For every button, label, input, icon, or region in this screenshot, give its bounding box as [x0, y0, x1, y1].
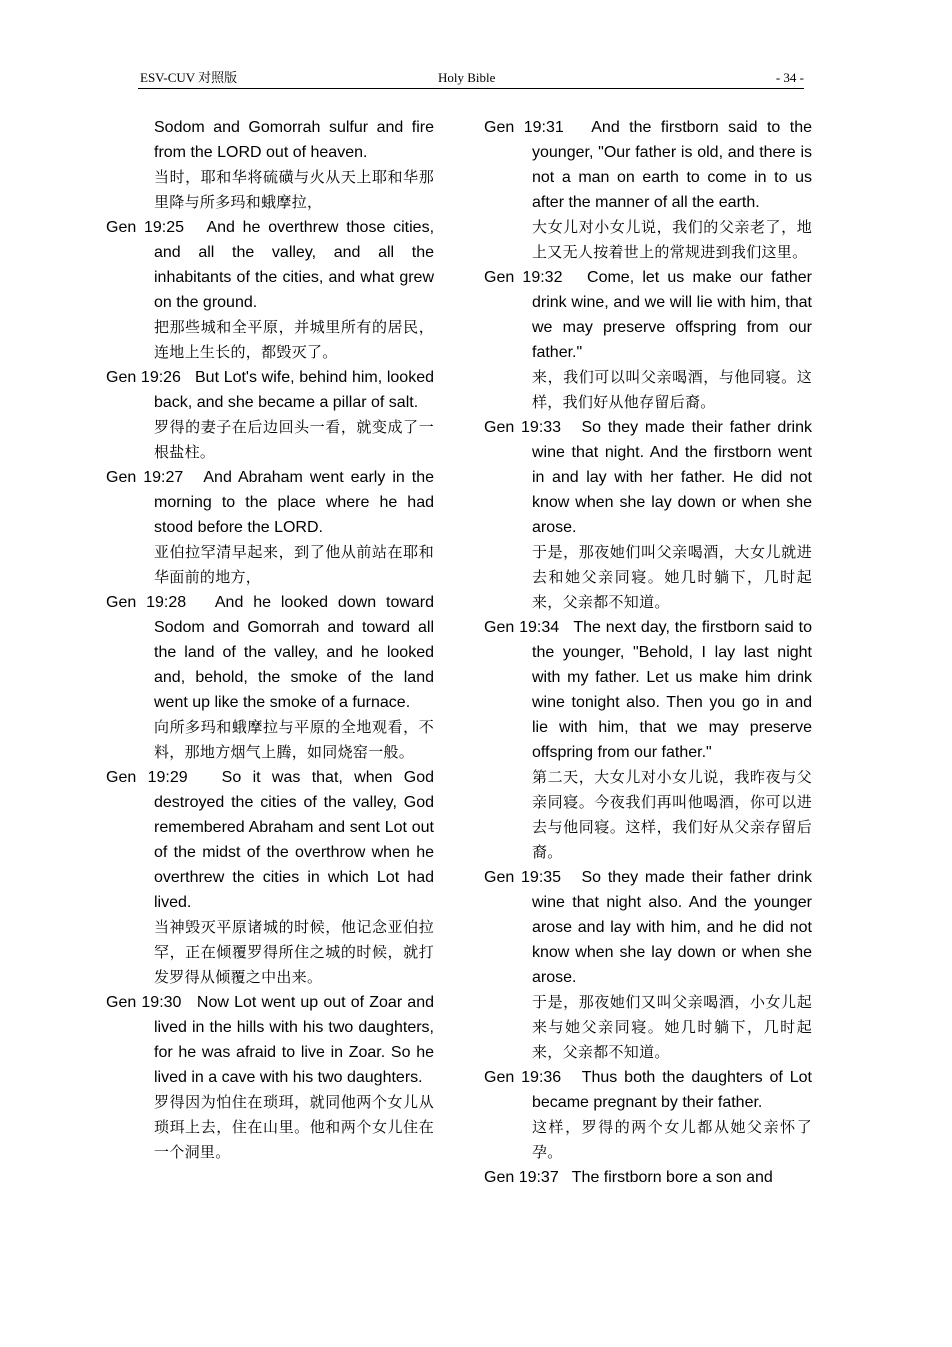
page-header — [138, 70, 804, 88]
verse-gen-19-26 — [106, 365, 434, 465]
verse-chinese: 于是，那夜她们叫父亲喝酒，大女儿就进去和她父亲同寝。她几时躺下，几时起来，父亲都不知道。 — [532, 543, 812, 611]
verse-text: And he overthrew those cities, and all the valley, and all the inhabitants of the cities, and what grew on the ground. — [154, 219, 435, 311]
verse-gen-19-34 — [484, 615, 812, 865]
verse-gen-19-27 — [106, 465, 434, 590]
verse-ref: Gen 19:31 — [484, 119, 564, 136]
verse-gen-19-30 — [106, 990, 434, 1165]
verse-english — [484, 415, 812, 540]
verse-chinese: 来，我们可以叫父亲喝酒，与他同寝。这样，我们好从他存留后裔。 — [532, 368, 812, 411]
verse-ref: Gen 19:33 — [484, 419, 562, 436]
verse-english — [106, 990, 434, 1090]
verse-text: But Lot's wife, behind him, looked back, and she became a pillar of salt. — [154, 369, 435, 411]
verse-gen-19-35 — [484, 865, 812, 1065]
verse-chinese: 当时，耶和华将硫磺与火从天上耶和华那里降与所多玛和蛾摩拉， — [154, 168, 434, 211]
header-edition: ESV-CUV 对照版 — [140, 70, 238, 85]
verse-continuation — [106, 115, 434, 215]
verse-text: And the firstborn said to the younger, "Our father is old, and there is not a man on earth to come in to us after the manner of all the earth. — [532, 119, 812, 211]
right-column — [484, 115, 812, 1190]
verse-chinese: 向所多玛和蛾摩拉与平原的全地观看，不料，那地方烟气上腾，如同烧窑一般。 — [154, 718, 434, 761]
verse-chinese: 这样，罗得的两个女儿都从她父亲怀了孕。 — [532, 1118, 812, 1161]
page-number: - 34 - — [775, 70, 804, 85]
verse-ref: Gen 19:34 — [484, 619, 560, 636]
verse-text: And he looked down toward Sodom and Gomorrah and toward all the land of the valley, and he looked and, behold, the smoke of the land went up like the smoke of a furnace. — [154, 594, 435, 711]
verse-ref: Gen 19:36 — [484, 1069, 562, 1086]
verse-text: So it was that, when God destroyed the cities of the valley, God remembered Abraham and sent Lot out of the midst of the overthrow when he overthrew the cities in which Lot had lived. — [154, 769, 435, 911]
verse-english — [106, 365, 434, 415]
verse-text: So they made their father drink wine that night. And the firstborn went in and lay with her father. He did not know when she lay down or when she arose. — [532, 419, 812, 536]
verse-english — [484, 615, 812, 765]
verse-text: So they made their father drink wine that night also. And the younger arose and lay with him, and he did not know when she lay down or when she arose. — [532, 869, 812, 986]
verse-chinese: 大女儿对小女儿说，我们的父亲老了，地上又无人按着世上的常规进到我们这里。 — [532, 218, 812, 261]
verse-gen-19-36 — [484, 1065, 812, 1165]
verse-ref: Gen 19:35 — [484, 869, 562, 886]
verse-english — [106, 765, 434, 915]
verse-ref: Gen 19:30 — [106, 994, 182, 1011]
verse-ref: Gen 19:37 — [484, 1169, 559, 1186]
verse-gen-19-28 — [106, 590, 434, 765]
verse-chinese: 亚伯拉罕清早起来，到了他从前站在耶和华面前的地方， — [154, 543, 434, 586]
verse-chinese: 罗得因为怕住在琐珥，就同他两个女儿从琐珥上去，住在山里。他和两个女儿住在一个洞里。 — [154, 1093, 434, 1161]
verse-text: And Abraham went early in the morning to the place where he had stood before the LORD. — [154, 469, 435, 536]
verse-english: Sodom and Gomorrah sulfur and fire from the LORD out of heaven. — [154, 119, 434, 161]
verse-chinese: 罗得的妻子在后边回头一看，就变成了一根盐柱。 — [154, 418, 434, 461]
verse-ref: Gen 19:29 — [106, 769, 188, 786]
left-column — [106, 115, 434, 1165]
verse-english — [484, 265, 812, 365]
verse-ref: Gen 19:26 — [106, 369, 181, 386]
verse-gen-19-33 — [484, 415, 812, 615]
verse-english — [484, 115, 812, 215]
verse-gen-19-37 — [484, 1165, 812, 1190]
verse-gen-19-25 — [106, 215, 434, 365]
verse-text: The next day, the firstborn said to the younger, "Behold, I lay last night with my father. Let us make him drink wine tonight also. Then you go in and lie with him, that we may preserve offspring from our father." — [532, 619, 812, 761]
verse-chinese: 于是，那夜她们又叫父亲喝酒，小女儿起来与她父亲同寝。她几时躺下，几时起来，父亲都不知道。 — [532, 993, 812, 1061]
verse-english — [106, 590, 434, 715]
verse-english — [484, 865, 812, 990]
verse-text: Come, let us make our father drink wine, and we will lie with him, that we may preserve offspring from our father." — [532, 269, 812, 361]
verse-english — [484, 1165, 812, 1190]
verse-chinese: 第二天，大女儿对小女儿说，我昨夜与父亲同寝。今夜我们再叫他喝酒，你可以进去与他同寝。这样，我们好从父亲存留后裔。 — [532, 768, 812, 861]
verse-gen-19-31 — [484, 115, 812, 265]
verse-english — [484, 1065, 812, 1115]
verse-chinese: 把那些城和全平原，并城里所有的居民，连地上生长的，都毁灭了。 — [154, 318, 434, 361]
header-rule — [138, 88, 804, 89]
verse-ref: Gen 19:27 — [106, 469, 184, 486]
verse-text: Now Lot went up out of Zoar and lived in the hills with his two daughters, for he was afraid to live in Zoar. So he lived in a cave with his two daughters. — [154, 994, 434, 1086]
verse-text: Thus both the daughters of Lot became pregnant by their father. — [532, 1069, 812, 1111]
verse-gen-19-32 — [484, 265, 812, 415]
verse-english — [106, 465, 434, 540]
verse-ref: Gen 19:32 — [484, 269, 563, 286]
verse-ref: Gen 19:25 — [106, 219, 185, 236]
verse-ref: Gen 19:28 — [106, 594, 187, 611]
verse-english — [106, 215, 434, 315]
header-title: Holy Bible — [438, 70, 496, 85]
verse-text: The firstborn bore a son and — [571, 1169, 773, 1186]
verse-chinese: 当神毁灭平原诸城的时候，他记念亚伯拉罕，正在倾覆罗得所住之城的时候，就打发罗得从倾覆之中出来。 — [154, 918, 434, 986]
verse-gen-19-29 — [106, 765, 434, 990]
